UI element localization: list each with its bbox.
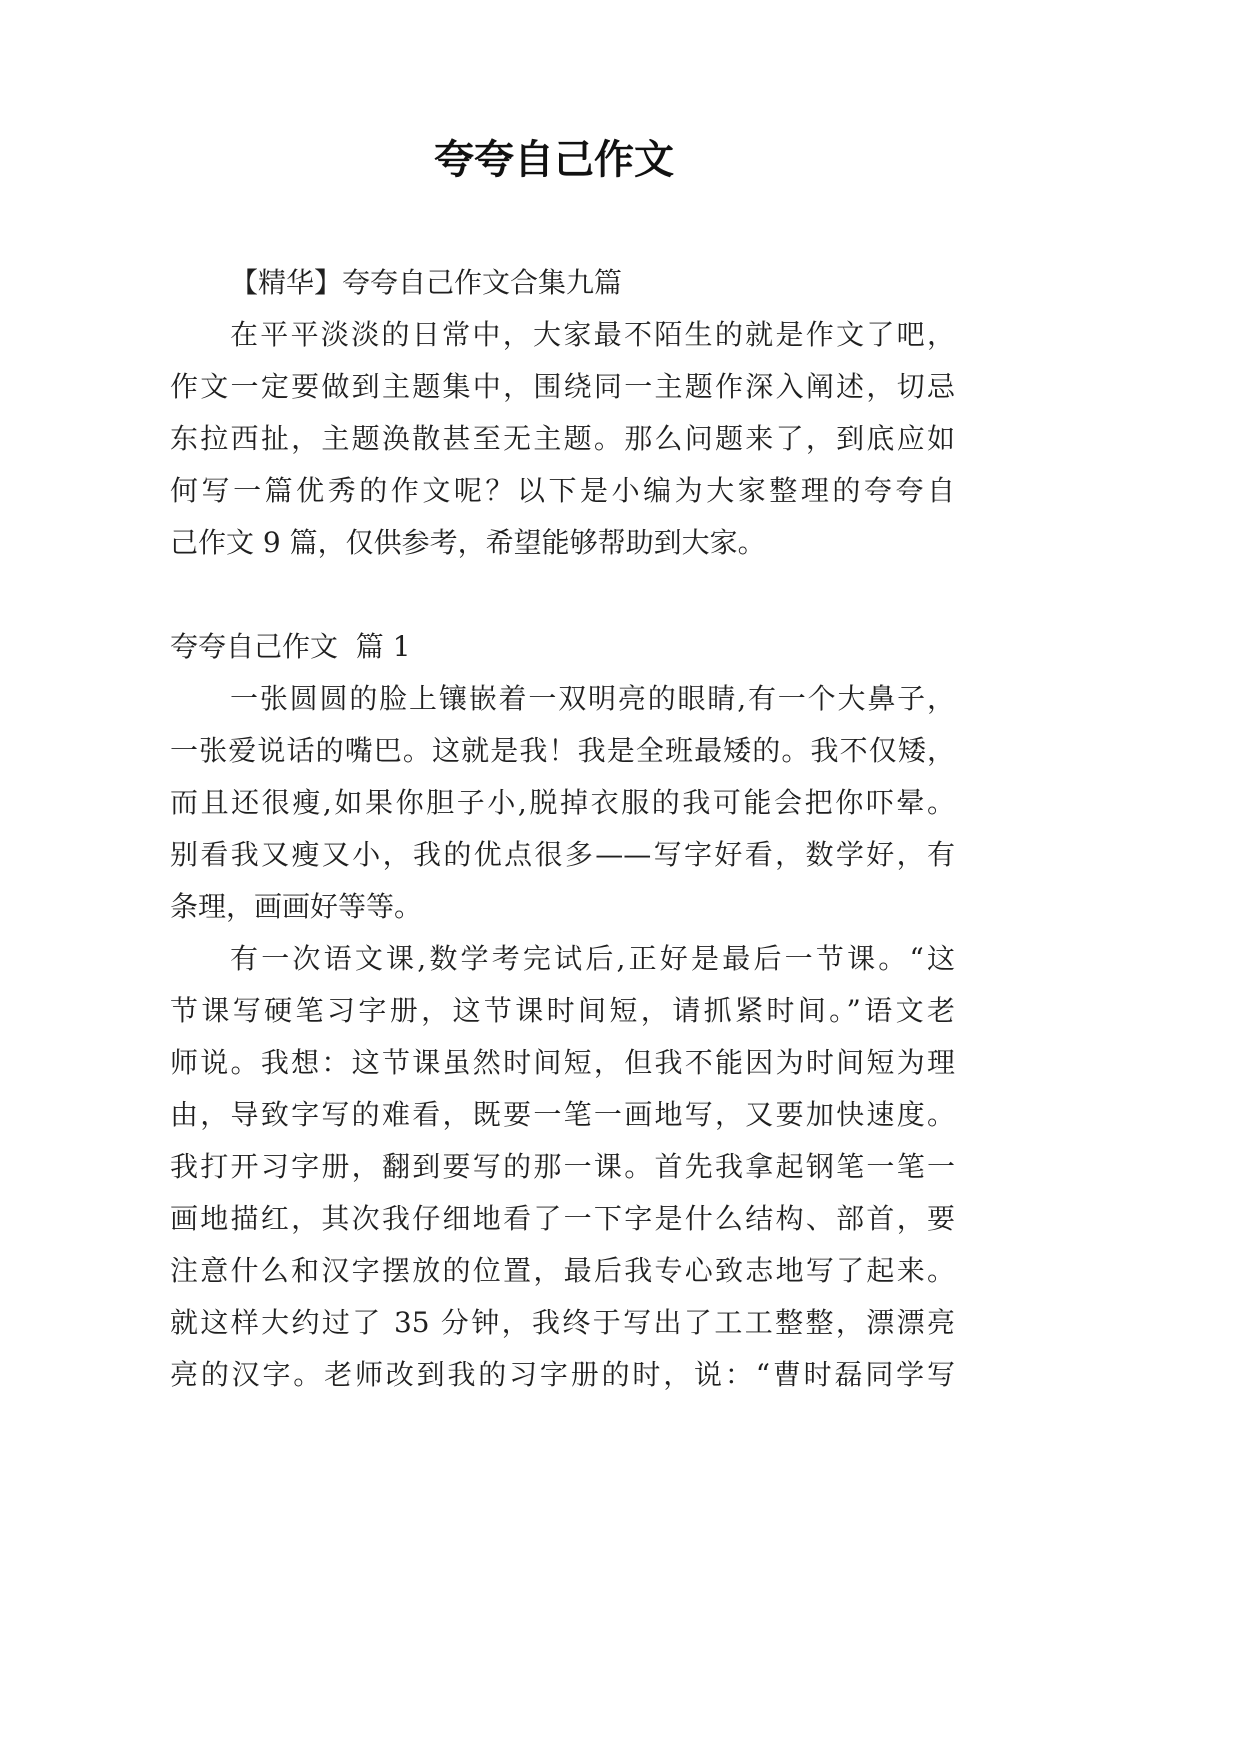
intro-paragraph — [170, 309, 955, 569]
paragraph-line: 而且还很瘦,如果你胆子小,脱掉衣服的我可能会把你吓晕。 — [170, 786, 955, 819]
section-heading: 夸夸自己作文 篇 1 — [170, 630, 411, 663]
paragraph-line: 节课写硬笔习字册，这节课时间短，请抓紧时间。”语文老 — [170, 994, 955, 1027]
paragraph-line: 由，导致字写的难看，既要一笔一画地写，又要加快速度。 — [170, 1098, 955, 1131]
paragraph-line: 条理，画画好等等。 — [170, 890, 423, 923]
document-body — [170, 257, 955, 1401]
collection-subtitle: 【精华】夸夸自己作文合集九篇 — [230, 266, 623, 299]
document-title: 夸夸自己作文 — [434, 136, 674, 183]
paragraph-line: 我打开习字册，翻到要写的那一课。首先我拿起钢笔一笔一 — [170, 1150, 955, 1183]
essay-section — [170, 621, 955, 1401]
blank-line — [170, 569, 955, 621]
intro-line: 己作文 9 篇，仅供参考，希望能够帮助到大家。 — [170, 526, 766, 559]
paragraph-line: 师说。我想：这节课虽然时间短，但我不能因为时间短为理 — [170, 1046, 955, 1079]
body-paragraph — [170, 673, 955, 933]
paragraph-line: 注意什么和汉字摆放的位置，最后我专心致志地写了起来。 — [170, 1254, 955, 1287]
paragraph-line: 一张圆圆的脸上镶嵌着一双明亮的眼睛,有一个大鼻子， — [230, 682, 955, 715]
intro-line: 何写一篇优秀的作文呢？以下是小编为大家整理的夸夸自 — [170, 474, 955, 507]
paragraph-line: 就这样大约过了 35 分钟，我终于写出了工工整整，漂漂亮 — [170, 1306, 955, 1339]
paragraph-line: 别看我又瘦又小，我的优点很多——写字好看，数学好，有 — [170, 838, 955, 871]
paragraph-line: 画地描红，其次我仔细地看了一下字是什么结构、部首，要 — [170, 1202, 955, 1235]
intro-line: 东拉西扯，主题涣散甚至无主题。那么问题来了，到底应如 — [170, 422, 955, 455]
intro-line: 作文一定要做到主题集中，围绕同一主题作深入阐述，切忌 — [170, 370, 955, 403]
paragraph-line: 亮的汉字。老师改到我的习字册的时，说：“曹时磊同学写 — [170, 1358, 955, 1391]
paragraph-line: 有一次语文课,数学考完试后,正好是最后一节课。“这 — [230, 942, 955, 975]
body-paragraph — [170, 933, 955, 1401]
paragraph-line: 一张爱说话的嘴巴。这就是我！我是全班最矮的。我不仅矮， — [170, 734, 955, 767]
intro-line: 在平平淡淡的日常中，大家最不陌生的就是作文了吧， — [230, 318, 955, 351]
